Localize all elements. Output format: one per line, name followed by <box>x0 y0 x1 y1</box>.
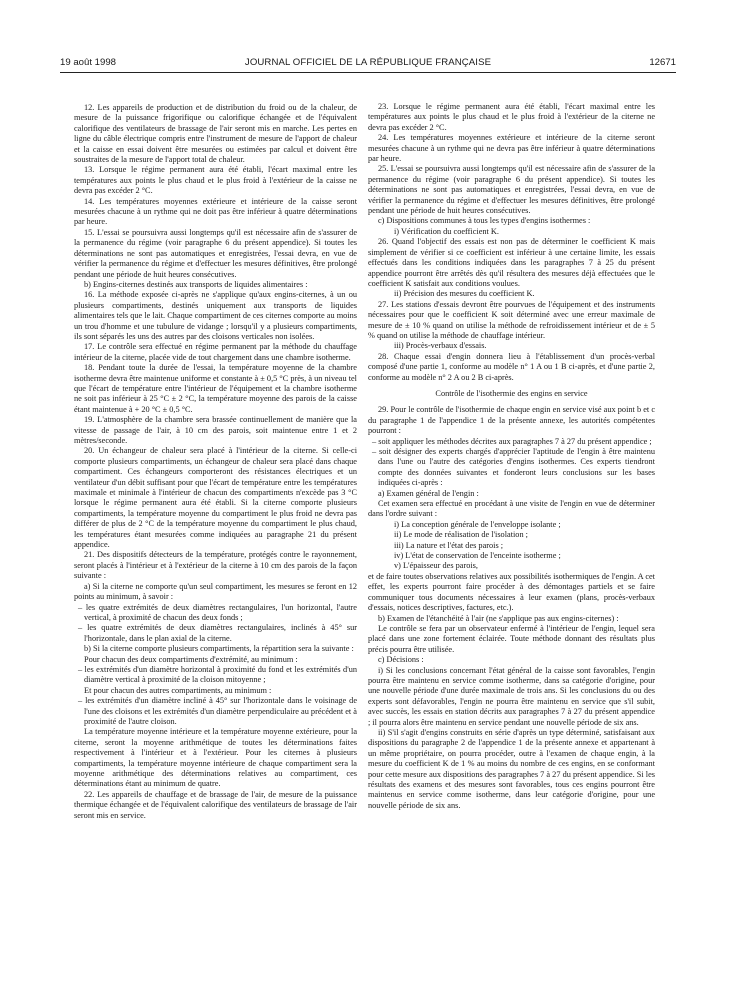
paragraph-mean-temperature: La température moyenne intérieure et la température moyenne extérieure, pour la citerne, seront la moyenne arithmétique de toutes les déterminations faites respectivement à l'intérieur et à l'extérieur. Pour les citernes à plusieurs compartiments, la température moyenne intérieure de chaque compartiment sera la moyenne arithmétique des déterminations relatives au compartiment, ces déterminations étant au minimum de quatre. <box>74 727 357 789</box>
subheading-verification-k: i) Vérification du coefficient K. <box>394 226 499 236</box>
subheading-precision-k: ii) Précision des mesures du coefficient K. <box>394 289 535 299</box>
right-column <box>368 102 655 811</box>
paragraph-13: 13. Lorsque le régime permanent aura été établi, l'écart maximal entre les températures aux points le plus chaud et le plus froid à l'extérieur de la caisse ne devra pas excéder 2 °C. <box>74 165 357 196</box>
paragraph-decision-ii: ii) S'il s'agit d'engins construits en série d'après un type déterminé, satisfaisant aux dispositions du paragraphe 2 de l'appendice 1 de la présente annexe et appartenant à un même propriétaire, on pourra procéder, outre à l'examen de chaque engin, à la mesure du coefficient K de 1 % au moins du nombre de ces engins, en se conformant pour cette mesure aux dispositions des paragraphes 7 à 27 du présent appendice. Si les résultats des examens et des mesures sont favorables, tous ces engins pourront être maintenus en service comme isotherme, dans leur catégorie d'origine, pour une nouvelle période de six ans. <box>368 727 655 810</box>
paragraph-18: 18. Pendant toute la durée de l'essai, la température moyenne de la chambre isotherme devra être maintenue uniforme et constante à ± 0,5 °C près, à un niveau tel que l'écart de température entre l'intérieur de l'équipement et la chambre isotherme ne soit pas inférieur à 25 °C ± 2 °C, la température moyenne des parois de la caisse étant maintenue à + 20 °C ± 0,5 °C. <box>74 363 357 414</box>
subheading-b-etancheite: b) Examen de l'étanchéité à l'air (ne s'applique pas aux engins-citernes) : <box>378 613 619 623</box>
paragraph-12: 12. Les appareils de production et de distribution du froid ou de la chaleur, de mesure de la puissance frigorifique ou calorifique échangée et de l'équivalent calorifique des ventilateurs de brassage de l'air seront mis en marche. Les pertes en ligne du câble électrique compris entre l'instrument de mesure de l'apport de chaleur et la caisse en essai doivent être mesurées ou estimées par calcul et doivent être soustraites de la mesure de l'apport total de chaleur. <box>74 103 357 165</box>
paragraph-observations: et de faire toutes observations relatives aux possibilités isothermiques de l'engin. A cet effet, les experts pourront faire procéder à des démontages partiels et se faire communiquer tous documents nécessaires à leur examen (plans, procès-verbaux d'essais, notices descriptives, factures, etc.). <box>368 571 655 613</box>
paragraph-25: 25. L'essai se poursuivra aussi longtemps qu'il est nécessaire afin de s'assurer de la permanence du régime (voir paragraphe 6 du présent appendice). Si toutes les déterminations ne sont pas automatiques et enregistrées, l'essai devra, en vue de vérifier la permanence du régime et d'effectuer les mesures définitives, être prolongé pendant une période de huit heures consécutives. <box>368 164 655 216</box>
list-item: – les quatre extrémités de deux diamètres rectangulaires, l'un horizontal, l'autre vertical, à proximité de chacun des deux fonds ; <box>78 602 357 622</box>
list-item: – les extrémités d'un diamètre incliné à 45° sur l'horizontale dans le voisinage de l'une des cloisons et les extrémités d'un diamètre perpendiculaire au précédent et à proximité de l'autre cloison. <box>78 696 357 726</box>
list-item: iv) L'état de conservation de l'enceinte isotherme ; <box>394 551 561 561</box>
list-item: – les quatre extrémités de deux diamètres rectangulaires, inclinés à 45° sur l'horizontale, dans le plan axial de la citerne. <box>78 623 357 643</box>
paragraph-21-a: a) Si la citerne ne comporte qu'un seul compartiment, les mesures se feront en 12 points au minimum, à savoir : <box>74 581 357 602</box>
paragraph-20: 20. Un échangeur de chaleur sera placé à l'intérieur de la citerne. Si celle-ci comporte plusieurs compartiments, un échangeur de chaleur sera placé dans chaque compartiment. Ces échangeurs comporteront des résistances électriques et un ventilateur d'un débit suffisant pour que l'écart de température entre les températures maximale et minimale à l'intérieur de chacun des compartiments n'excède pas 3 °C lorsque le régime permanent aura été établi. Si la citerne comporte plusieurs compartiments, la température moyenne du compartiment le plus froid ne devra pas différer de plus de 2 °C de la température moyenne du compartiment le plus chaud, les températures étant mesurées comme indiquées au paragraphe 21 du présent appendice. <box>74 446 357 550</box>
list-item: – soit appliquer les méthodes décrites aux paragraphes 7 à 27 du présent appendice ; <box>372 436 652 446</box>
subheading-proces-verbaux: iii) Procès-verbaux d'essais. <box>394 341 487 351</box>
paragraph-24: 24. Les températures moyennes extérieure et intérieure de la citerne seront mesurées chacune à un rythme qui ne devra pas être inférieur à quatre déterminations par heure. <box>368 133 655 164</box>
paragraph-etancheite-text: Le contrôle se fera par un observateur enfermé à l'intérieur de l'engin, lequel sera placé dans une zone fortement éclairée. Toute méthode donnant des résultats plus précis pourra être utilisée. <box>368 623 655 654</box>
paragraph-26: 26. Quand l'objectif des essais est non pas de déterminer le coefficient K mais simplement de vérifier si ce coefficient est inférieur à une certaine limite, les essais effectués dans les conditions indiquées dans les paragraphes 7 à 25 du présent appendice pourront être arrêtés dès qu'il résultera des mesures déjà effectuées que le coefficient K satisfait aux conditions voulues. <box>368 237 655 288</box>
paragraph-21-b: b) Si la citerne comporte plusieurs compartiments, la répartition sera la suivante : <box>84 644 354 654</box>
paragraph-27: 27. Les stations d'essais devront être pourvues de l'équipement et des instruments nécessaires pour que le coefficient K soit déterminé avec une erreur maximale de mesure de ± 10 % quand on utilise la méthode de refroidissement intérieur et de ± 5 % quand on utilise la méthode de chauffage intérieur. <box>368 299 655 340</box>
paragraph-23: 23. Lorsque le régime permanent aura été établi, l'écart maximal entre les températures aux points le plus chaud et le plus froid à l'extérieur de la citerne ne devra pas excéder 2 °C. <box>368 102 655 132</box>
paragraph-examen-text: Cet examen sera effectué en procédant à une visite de l'engin en vue de déterminer dans l'ordre suivant : <box>368 499 655 519</box>
paragraph-29: 29. Pour le contrôle de l'isothermie de chaque engin en service visé aux point b et c du paragraphe 1 de l'appendice 1 de la présente annexe, les autorités compétentes pourront : <box>368 405 655 436</box>
header-rule <box>60 72 676 73</box>
subheading-c-decisions: c) Décisions : <box>378 655 424 665</box>
list-item: – les extrémités d'un diamètre horizontal à proximité du fond et les extrémités d'un diamètre vertical à proximité de la cloison mitoyenne ; <box>78 664 357 685</box>
paragraph-14: 14. Les températures moyennes extérieure et intérieure de la caisse seront mesurées chacune à un rythme qui ne doit pas être inférieur à quatre déterminations par heure. <box>74 196 357 227</box>
paragraph-22: 22. Les appareils de chauffage et de brassage de l'air, de mesure de la puissance thermique échangée et de l'équivalent calorifique des ventilateurs de brassage de l'air seront mis en service. <box>74 789 357 820</box>
paragraph-other-compartments: Et pour chacun des autres compartiments, au minimum : <box>84 685 272 695</box>
header-page-number: 12671 <box>649 57 676 68</box>
paragraph-17: 17. Le contrôle sera effectué en régime permanent par la méthode du chauffage intérieur de la citerne, placée vide de tout chargement dans une chambre isotherme. <box>74 342 357 362</box>
list-item: ii) Le mode de réalisation de l'isolation ; <box>394 530 528 540</box>
page-header <box>60 57 676 71</box>
paragraph-28: 28. Chaque essai d'engin donnera lieu à l'établissement d'un procès-verbal composé d'une partie 1, conforme au modèle n° 1 A ou 1 B ci-après, et d'une partie 2, conforme au modèle n° 2 A ou 2 B ci-après. <box>368 351 655 382</box>
subheading-b-citernes: b) Engins-citernes destinés aux transports de liquides alimentaires : <box>84 279 308 289</box>
header-journal-title: JOURNAL OFFICIEL DE LA RÉPUBLIQUE FRANÇAISE <box>244 57 492 68</box>
paragraph-16: 16. La méthode exposée ci-après ne s'applique qu'aux engins-citernes, à un ou plusieurs compartiments, destinés uniquement aux transports de liquides alimentaires tels que le lait. Chaque compartiment de ces citernes comporte au moins un trou d'homme et une tubulure de vidange ; lorsqu'il y a plusieurs compartiments, ils sont séparés les uns des autres par des cloisons verticales non isolées. <box>74 290 357 341</box>
subheading-a-examen: a) Examen général de l'engin : <box>378 488 479 498</box>
paragraph-end-compartments: Pour chacun des deux compartiments d'extrémité, au minimum : <box>84 654 298 664</box>
subheading-c-dispositions: c) Dispositions communes à tous les types d'engins isothermes : <box>378 216 591 226</box>
paragraph-decision-i: i) Si les conclusions concernant l'état général de la caisse sont favorables, l'engin pourra être maintenu en service comme isotherme, dans sa catégorie d'origine, pour une nouvelle période d'une durée maximale de trois ans. Si les conclusions du ou des experts sont défavorables, l'engin ne pourra être maintenu en service que s'il subit, avec succès, les essais en station décrits aux paragraphes 7 à 27 du présent appendice ; il pourra alors être maintenu en service pendant une nouvelle période de six ans. <box>368 665 655 727</box>
paragraph-15: 15. L'essai se poursuivra aussi longtemps qu'il est nécessaire afin de s'assurer de la permanence du régime (voir paragraphe 6 du présent appendice). Si toutes les déterminations ne sont pas automatiques et enregistrées, l'essai devra, en vue de vérifier la permanence du régime et d'effectuer les mesures définitives, être prolongé pendant une période de huit heures consécutives. <box>74 227 357 279</box>
header-date: 19 août 1998 <box>60 57 117 68</box>
list-item: i) La conception générale de l'enveloppe isolante ; <box>394 519 561 529</box>
list-item: – soit désigner des experts chargés d'apprécier l'aptitude de l'engin à être maintenu dans l'une ou l'autre des catégories d'engins isothermes. Ces experts tiendront compte des données suivantes et fonderont leurs conclusions sur les bases indiquées ci-après : <box>372 447 655 488</box>
list-item: iii) La nature et l'état des parois ; <box>394 540 504 550</box>
paragraph-19: 19. L'atmosphère de la chambre sera brassée continuellement de manière que la vitesse de passage de l'air, à 10 cm des parois, soit maintenue entre 1 et 2 mètres/seconde. <box>74 415 357 445</box>
left-column <box>74 103 357 821</box>
section-title-controle: Contrôle de l'isothermie des engins en service <box>435 388 588 398</box>
list-item: v) L'épaisseur des parois, <box>394 561 478 571</box>
paragraph-21: 21. Des dispositifs détecteurs de la température, protégés contre le rayonnement, seront placés à l'intérieur et à l'extérieur de la citerne à 10 cm des parois de la façon suivante : <box>74 550 357 581</box>
